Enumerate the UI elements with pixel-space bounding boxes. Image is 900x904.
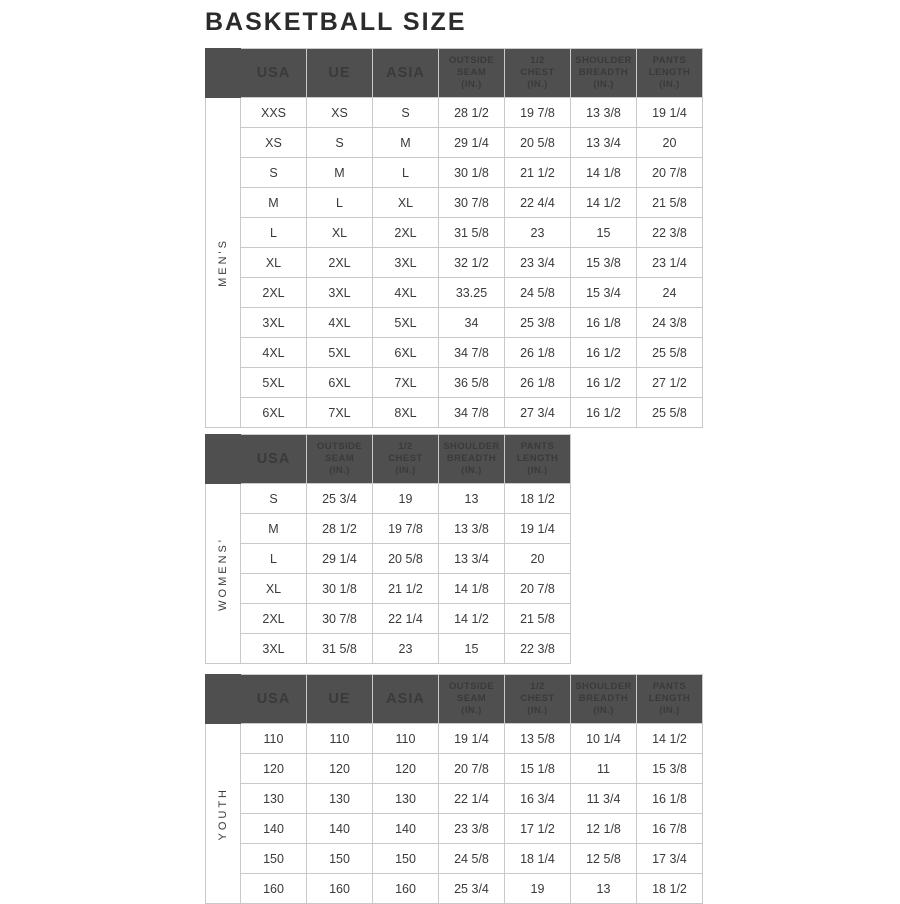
table-row: [206, 338, 703, 368]
table-cell: 16 1/8: [637, 784, 703, 814]
table-cell: 20 7/8: [439, 754, 505, 784]
table-row: [206, 368, 703, 398]
table-cell: 23 1/4: [637, 248, 703, 278]
table-cell: 2XL: [241, 278, 307, 308]
mens-column-header: PANTS LENGTH (IN.): [637, 49, 703, 98]
table-cell: 27 1/2: [637, 368, 703, 398]
table-cell: 28 1/2: [439, 98, 505, 128]
table-cell: 16 1/2: [571, 368, 637, 398]
table-cell: XXS: [241, 98, 307, 128]
table-cell: 20: [637, 128, 703, 158]
table-cell: 7XL: [307, 398, 373, 428]
table-cell: 110: [373, 724, 439, 754]
table-cell: 25 5/8: [637, 338, 703, 368]
table-header-row: [206, 435, 571, 484]
table-cell: 3XL: [307, 278, 373, 308]
table-cell: 140: [373, 814, 439, 844]
table-row: [206, 874, 703, 904]
table-cell: 140: [241, 814, 307, 844]
table-row: [206, 248, 703, 278]
table-cell: 15: [439, 634, 505, 664]
table-cell: 18 1/4: [505, 844, 571, 874]
table-cell: 5XL: [373, 308, 439, 338]
table-row: [206, 398, 703, 428]
table-cell: 23 3/4: [505, 248, 571, 278]
table-cell: 4XL: [241, 338, 307, 368]
table-cell: 110: [307, 724, 373, 754]
table-cell: 18 1/2: [637, 874, 703, 904]
table-cell: 120: [307, 754, 373, 784]
table-cell: 150: [373, 844, 439, 874]
mens-column-header: ASIA: [373, 49, 439, 98]
table-cell: 11: [571, 754, 637, 784]
table-cell: 34 7/8: [439, 338, 505, 368]
womens-size-table: [205, 434, 571, 664]
table-cell: 25 3/4: [307, 484, 373, 514]
table-cell: 20 7/8: [637, 158, 703, 188]
table-cell: 22 3/8: [505, 634, 571, 664]
mens-size-table: [205, 48, 703, 428]
mens-column-header: UE: [307, 49, 373, 98]
womens-column-header: 1/2 CHEST (IN.): [373, 435, 439, 484]
table-cell: 6XL: [241, 398, 307, 428]
table-cell: 13 3/8: [571, 98, 637, 128]
table-cell: 2XL: [307, 248, 373, 278]
womens-column-header: USA: [241, 435, 307, 484]
table-cell: 24 3/8: [637, 308, 703, 338]
table-cell: 20: [505, 544, 571, 574]
table-cell: S: [307, 128, 373, 158]
mens-column-header: OUTSIDE SEAM (IN.): [439, 49, 505, 98]
table-row: [206, 188, 703, 218]
table-cell: 31 5/8: [439, 218, 505, 248]
table-cell: L: [241, 218, 307, 248]
table-row: [206, 844, 703, 874]
table-cell: 23: [373, 634, 439, 664]
youth-column-header: OUTSIDE SEAM (IN.): [439, 675, 505, 724]
table-row: [206, 218, 703, 248]
mens-table-header: [206, 49, 703, 98]
womens-table-header: [206, 435, 571, 484]
table-cell: 130: [307, 784, 373, 814]
table-cell: 140: [307, 814, 373, 844]
table-cell: 2XL: [373, 218, 439, 248]
table-cell: 22 3/8: [637, 218, 703, 248]
table-cell: 14 1/8: [439, 574, 505, 604]
table-cell: L: [307, 188, 373, 218]
womens-size-table-wrapper: [205, 434, 571, 664]
table-row: [206, 128, 703, 158]
table-row: [206, 308, 703, 338]
table-cell: 36 5/8: [439, 368, 505, 398]
mens-column-header: SHOULDER BREADTH (IN.): [571, 49, 637, 98]
table-cell: 8XL: [373, 398, 439, 428]
womens-column-header: OUTSIDE SEAM (IN.): [307, 435, 373, 484]
group-label-text: WOMENS': [216, 536, 229, 611]
table-cell: XS: [307, 98, 373, 128]
youth-column-header: UE: [307, 675, 373, 724]
table-row: [206, 754, 703, 784]
table-cell: 17 1/2: [505, 814, 571, 844]
womens-column-header: SHOULDER BREADTH (IN.): [439, 435, 505, 484]
table-cell: 6XL: [307, 368, 373, 398]
table-cell: 21 5/8: [505, 604, 571, 634]
table-cell: M: [241, 188, 307, 218]
table-cell: 19 7/8: [373, 514, 439, 544]
table-cell: 16 1/2: [571, 338, 637, 368]
youth-column-header: ASIA: [373, 675, 439, 724]
table-cell: 13 3/8: [439, 514, 505, 544]
table-cell: 7XL: [373, 368, 439, 398]
table-cell: 5XL: [241, 368, 307, 398]
header-corner-cell: [206, 49, 241, 98]
table-row: [206, 814, 703, 844]
table-cell: 30 1/8: [439, 158, 505, 188]
table-cell: S: [241, 158, 307, 188]
table-cell: 10 1/4: [571, 724, 637, 754]
table-cell: 30 7/8: [307, 604, 373, 634]
womens-column-header: PANTS LENGTH (IN.): [505, 435, 571, 484]
table-cell: 14 1/2: [439, 604, 505, 634]
mens-group-label: [206, 98, 241, 428]
table-cell: M: [373, 128, 439, 158]
table-cell: 120: [373, 754, 439, 784]
table-cell: L: [373, 158, 439, 188]
table-cell: 22 4/4: [505, 188, 571, 218]
table-cell: XL: [241, 248, 307, 278]
youth-column-header: SHOULDER BREADTH (IN.): [571, 675, 637, 724]
table-cell: XL: [241, 574, 307, 604]
table-cell: 3XL: [241, 308, 307, 338]
group-label-text: MEN'S: [216, 238, 229, 287]
page-title: BASKETBALL SIZE: [205, 8, 467, 36]
table-cell: 21 1/2: [373, 574, 439, 604]
mens-table-body: [206, 98, 703, 428]
table-cell: 14 1/2: [637, 724, 703, 754]
youth-size-table-wrapper: [205, 674, 703, 904]
table-cell: 160: [307, 874, 373, 904]
table-cell: 11 3/4: [571, 784, 637, 814]
table-cell: XL: [307, 218, 373, 248]
youth-table-body: [206, 724, 703, 904]
table-cell: 12 5/8: [571, 844, 637, 874]
table-cell: 12 1/8: [571, 814, 637, 844]
table-row: [206, 484, 571, 514]
table-cell: 18 1/2: [505, 484, 571, 514]
table-cell: 29 1/4: [307, 544, 373, 574]
table-row: [206, 784, 703, 814]
mens-size-table-wrapper: [205, 48, 703, 428]
table-cell: 2XL: [241, 604, 307, 634]
table-cell: 20 5/8: [373, 544, 439, 574]
youth-size-table: [205, 674, 703, 904]
table-cell: 130: [373, 784, 439, 814]
table-cell: 4XL: [307, 308, 373, 338]
mens-column-header: 1/2 CHEST (IN.): [505, 49, 571, 98]
table-row: [206, 278, 703, 308]
table-cell: S: [373, 98, 439, 128]
youth-column-header: PANTS LENGTH (IN.): [637, 675, 703, 724]
table-cell: 31 5/8: [307, 634, 373, 664]
table-cell: 13: [439, 484, 505, 514]
table-cell: 32 1/2: [439, 248, 505, 278]
table-row: [206, 604, 571, 634]
table-cell: 22 1/4: [439, 784, 505, 814]
table-cell: 6XL: [373, 338, 439, 368]
table-row: [206, 724, 703, 754]
womens-group-label: [206, 484, 241, 664]
table-cell: 24: [637, 278, 703, 308]
table-cell: 34: [439, 308, 505, 338]
table-cell: 130: [241, 784, 307, 814]
table-cell: 15 3/8: [571, 248, 637, 278]
table-cell: 13 3/4: [571, 128, 637, 158]
table-cell: 30 7/8: [439, 188, 505, 218]
youth-group-label: [206, 724, 241, 904]
table-cell: 150: [307, 844, 373, 874]
youth-column-header: 1/2 CHEST (IN.): [505, 675, 571, 724]
table-cell: 150: [241, 844, 307, 874]
table-cell: 21 1/2: [505, 158, 571, 188]
group-label-text: YOUTH: [216, 786, 229, 841]
table-cell: 16 3/4: [505, 784, 571, 814]
table-row: [206, 514, 571, 544]
table-cell: 15 3/8: [637, 754, 703, 784]
table-cell: XS: [241, 128, 307, 158]
table-cell: 14 1/2: [571, 188, 637, 218]
youth-column-header: USA: [241, 675, 307, 724]
table-cell: 25 5/8: [637, 398, 703, 428]
table-cell: 19 1/4: [439, 724, 505, 754]
table-row: [206, 634, 571, 664]
table-cell: 25 3/4: [439, 874, 505, 904]
table-cell: 24 5/8: [439, 844, 505, 874]
table-cell: S: [241, 484, 307, 514]
table-row: [206, 544, 571, 574]
table-cell: 160: [241, 874, 307, 904]
table-header-row: [206, 675, 703, 724]
table-cell: 3XL: [241, 634, 307, 664]
table-cell: 16 1/8: [571, 308, 637, 338]
table-cell: 160: [373, 874, 439, 904]
table-cell: 4XL: [373, 278, 439, 308]
table-cell: 23 3/8: [439, 814, 505, 844]
table-cell: M: [307, 158, 373, 188]
table-cell: 27 3/4: [505, 398, 571, 428]
youth-table-header: [206, 675, 703, 724]
table-header-row: [206, 49, 703, 98]
table-cell: 13 3/4: [439, 544, 505, 574]
table-cell: 34 7/8: [439, 398, 505, 428]
table-cell: 25 3/8: [505, 308, 571, 338]
table-row: [206, 98, 703, 128]
table-cell: 23: [505, 218, 571, 248]
table-cell: 15: [571, 218, 637, 248]
table-cell: 30 1/8: [307, 574, 373, 604]
table-cell: 21 5/8: [637, 188, 703, 218]
table-cell: 16 7/8: [637, 814, 703, 844]
table-cell: 5XL: [307, 338, 373, 368]
table-cell: 19 7/8: [505, 98, 571, 128]
table-cell: 17 3/4: [637, 844, 703, 874]
table-cell: 110: [241, 724, 307, 754]
table-cell: 20 7/8: [505, 574, 571, 604]
table-cell: 120: [241, 754, 307, 784]
table-cell: 16 1/2: [571, 398, 637, 428]
table-cell: 29 1/4: [439, 128, 505, 158]
table-cell: 26 1/8: [505, 338, 571, 368]
table-cell: 20 5/8: [505, 128, 571, 158]
table-cell: 15 1/8: [505, 754, 571, 784]
table-cell: 19 1/4: [637, 98, 703, 128]
table-cell: 13: [571, 874, 637, 904]
table-row: [206, 158, 703, 188]
table-cell: 22 1/4: [373, 604, 439, 634]
table-cell: 26 1/8: [505, 368, 571, 398]
table-cell: XL: [373, 188, 439, 218]
table-cell: 15 3/4: [571, 278, 637, 308]
header-corner-cell: [206, 675, 241, 724]
table-cell: 3XL: [373, 248, 439, 278]
mens-column-header: USA: [241, 49, 307, 98]
header-corner-cell: [206, 435, 241, 484]
table-cell: 14 1/8: [571, 158, 637, 188]
table-cell: L: [241, 544, 307, 574]
table-cell: 28 1/2: [307, 514, 373, 544]
table-cell: 13 5/8: [505, 724, 571, 754]
table-cell: 33.25: [439, 278, 505, 308]
table-cell: 19: [373, 484, 439, 514]
table-cell: M: [241, 514, 307, 544]
table-row: [206, 574, 571, 604]
table-cell: 24 5/8: [505, 278, 571, 308]
table-cell: 19: [505, 874, 571, 904]
table-cell: 19 1/4: [505, 514, 571, 544]
womens-table-body: [206, 484, 571, 664]
